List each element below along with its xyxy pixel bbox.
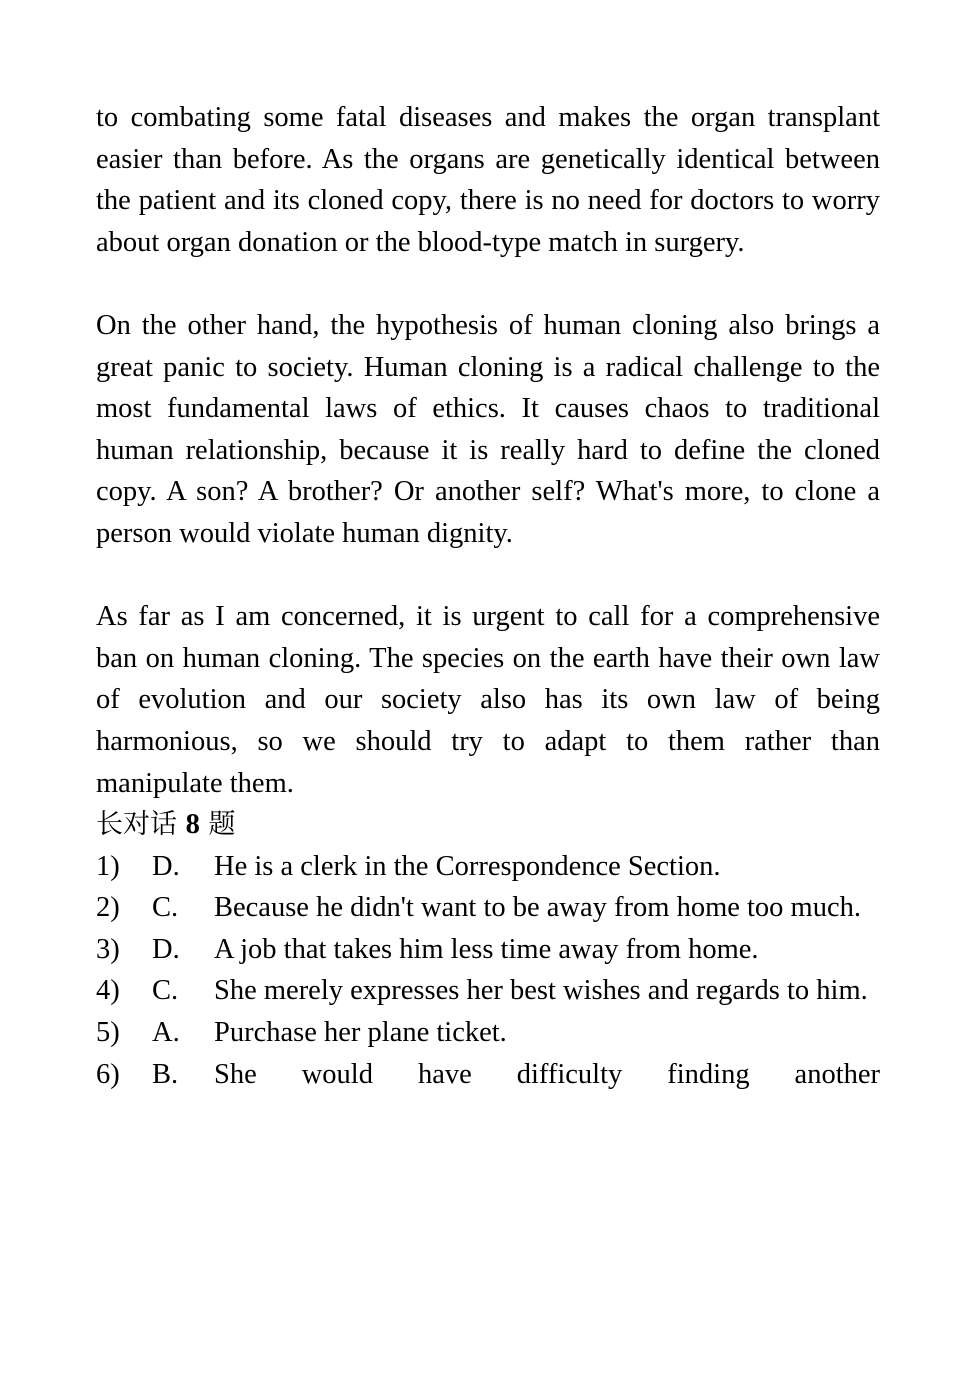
answer-item [96,887,880,929]
answer-number: 6) [96,1058,120,1090]
answer-text: A job that takes him less time away from home. [214,933,759,965]
answer-text: She merely expresses her best wishes and regards to him. [214,975,868,1007]
answer-text: Purchase her plane ticket. [214,1017,507,1049]
answer-text: He is a clerk in the Correspondence Section. [214,850,721,882]
answer-number: 4) [96,975,120,1007]
answer-number: 3) [96,933,120,965]
section-heading-suffix: 题 [208,809,236,841]
answer-number: 5) [96,1017,120,1049]
document-page [96,97,880,1095]
answer-text: She would have difficulty finding another [214,1058,880,1090]
answer-item [96,1054,880,1096]
paragraph-gap [96,555,880,597]
answer-number: 1) [96,850,120,882]
paragraph-cloning-concerns: On the other hand, the hypothesis of human cloning also brings a great panic to society. Human cloning is a radical challenge to the most fundamental laws of ethics. It causes chaos to traditional human relationship, because it is really hard to define the cloned copy. A son? A brother? Or another self? What's more, to clone a person would violate human dignity. [96,309,880,549]
paragraph-conclusion: As far as I am concerned, it is urgent to call for a comprehensive ban on human cloning. The species on the earth have their own law of evolution and our society also has its own law of being harmonious, so we should try to adapt to them rather than manipulate them. [96,601,880,799]
answer-item [96,1012,880,1054]
answer-letter: C. [152,892,179,924]
section-heading-prefix: 长对话 [96,809,177,841]
answer-letter: D. [152,850,180,882]
answer-item [96,970,880,1012]
section-heading [96,804,880,846]
answer-number: 2) [96,892,120,924]
answer-letter: D. [152,933,180,965]
paragraph-cloning-benefits: to combating some fatal diseases and makes the organ transplant easier than before. As the organs are genetically identical between the patient and its cloned copy, there is no need for doctors to worry about organ donation or the blood-type match in surgery. [96,102,880,258]
section-heading-number: 8 [185,809,200,841]
answer-letter: C. [152,975,179,1007]
paragraph-gap [96,263,880,305]
answer-letter: B. [152,1058,179,1090]
answer-item [96,929,880,971]
answer-letter: A. [152,1017,180,1049]
answer-item [96,846,880,888]
answer-text: Because he didn't want to be away from home too much. [214,892,861,924]
